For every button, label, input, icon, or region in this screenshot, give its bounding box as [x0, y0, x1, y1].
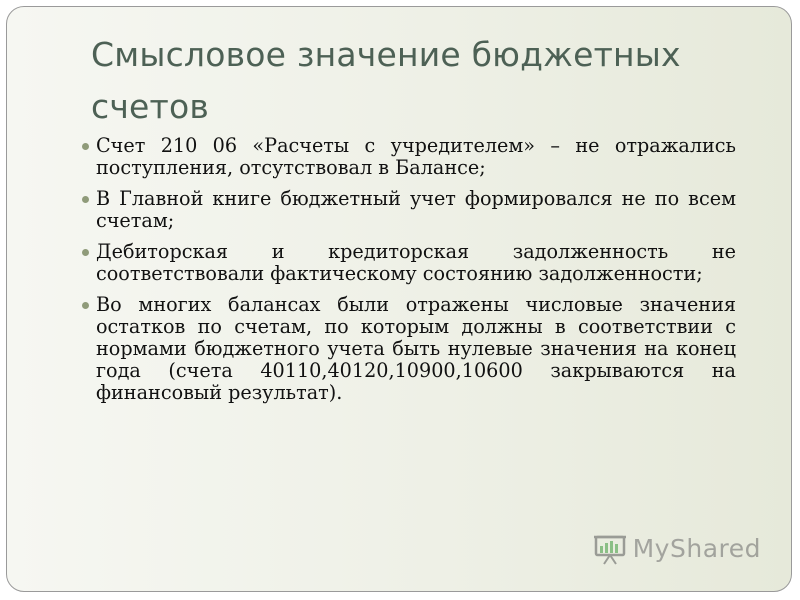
presentation-board-icon [593, 531, 629, 565]
bullet-item [96, 135, 736, 179]
bullet-marker-icon [82, 143, 89, 150]
bullet-item [96, 294, 736, 404]
bullet-text: Во многих балансах были отражены числовые значения остатков по счетам, по которым должны в соответствии с нормами бюджетного учета быть нулевые значения на конец года (счета 40110,40120,10900,10600 закрываются на финансовый результат). [96, 293, 736, 404]
bullet-item [96, 188, 736, 232]
bullet-marker-icon [82, 249, 89, 256]
watermark-text: MyShared [632, 533, 761, 563]
bullet-text: В Главной книге бюджетный учет формировался не по всем счетам; [96, 187, 736, 232]
bullet-list [96, 135, 736, 413]
slide-title: Смысловое значение бюджетных счетов [91, 35, 681, 126]
bullet-text: Счет 210 06 «Расчеты с учредителем» – не отражались поступления, отсутствовал в Балансе; [96, 134, 736, 179]
bullet-item [96, 241, 736, 285]
watermark [593, 531, 761, 565]
slide [6, 6, 792, 592]
bullet-text: Дебиторская и кредиторская задолженность не соответствовали фактическому состоянию задолженности; [96, 240, 736, 285]
bullet-marker-icon [82, 302, 89, 309]
bullet-marker-icon [82, 196, 89, 203]
